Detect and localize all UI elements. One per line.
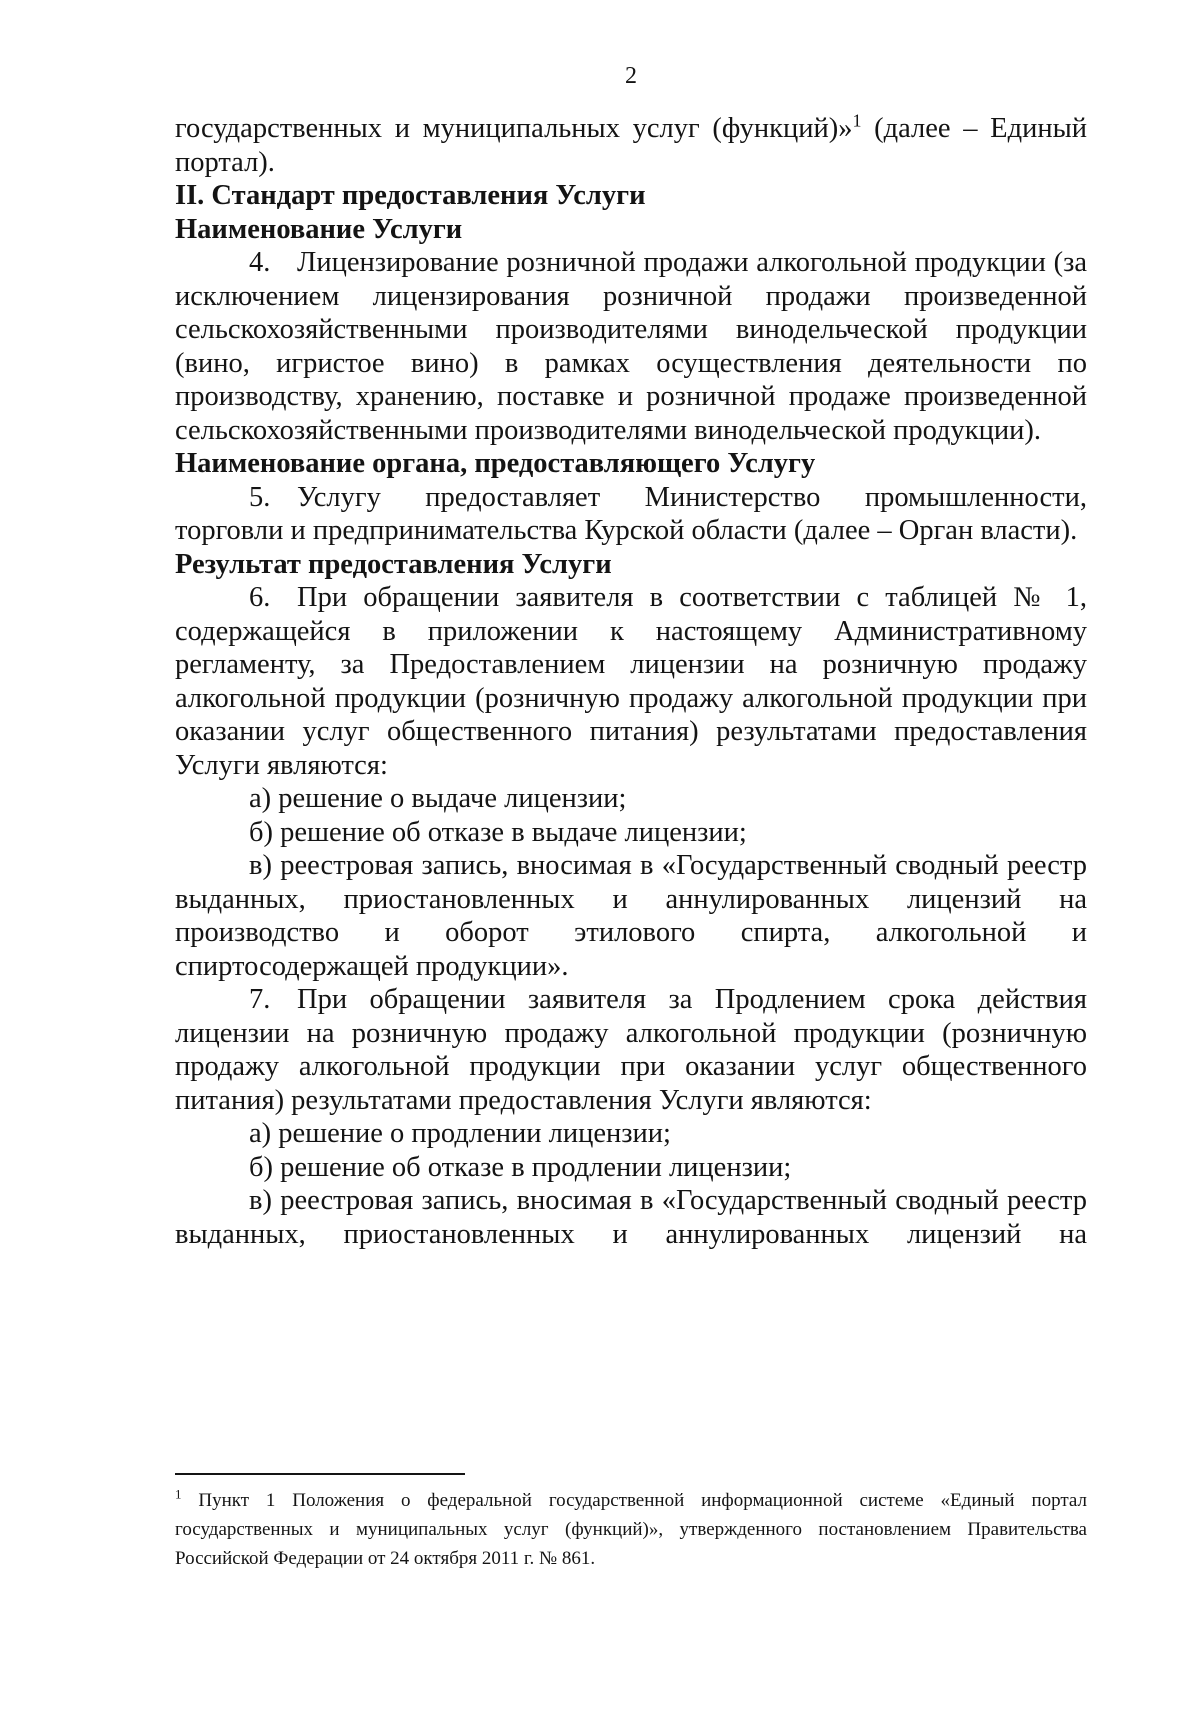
paragraph-5-number: 5. [249, 481, 271, 513]
footnote-divider [175, 1473, 465, 1475]
paragraph-4 [175, 246, 1087, 447]
footnote-marker: 1 [175, 1486, 182, 1502]
footnote [175, 1486, 1087, 1573]
paragraph-6-number: 6. [249, 582, 271, 613]
section-title: II. Стандарт предоставления Услуги [175, 180, 646, 211]
paragraph-4-text: Лицензирование розничной продажи алкогольной продукции (за исключением лицензирования розничной продажи произведенной сельскохозяйственными производителями винодельческой продукции (вино, игристое вино) в рамках осуществления деятельности по производству, хранению, поставке и розничной продаже произведенной сельскохозяйственными производителями винодельческой продукции). [175, 247, 1087, 446]
paragraph-6 [175, 581, 1087, 782]
section-subtitle: Наименование Услуги [175, 213, 463, 245]
paragraph-5-text: Услугу предоставляет Министерство промышленности, торговли и предпринимательства Курской области (далее – Орган власти). [175, 481, 1087, 546]
paragraph-7-item-a: а) решение о продлении лицензии; [249, 1118, 671, 1149]
paragraph-7 [175, 983, 1087, 1117]
document-page [175, 0, 1087, 1709]
paragraph-4-number: 4. [249, 247, 271, 278]
footnote-text: Пункт 1 Положения о федеральной государственной информационной системе «Единый портал государственных и муниципальных услуг (функций)», утвержденного постановлением Правительства Российской Федерации от 24 октября 2011 г. № 861. [175, 1490, 1087, 1569]
paragraph-6-item-a: а) решение о выдаче лицензии; [249, 783, 627, 814]
heading-result: Результат предоставления Услуги [175, 548, 612, 580]
paragraph-7-item-b: б) решение об отказе в продлении лицензии; [249, 1151, 792, 1183]
continuation-text: государственных и муниципальных услуг (функций)» [175, 113, 853, 144]
paragraph-5 [175, 481, 1087, 548]
document-body [175, 112, 1087, 1251]
paragraph-6-item-b: б) решение об отказе в выдаче лицензии; [249, 816, 747, 848]
continuation-tail: (далее – Единый портал). [175, 113, 1087, 178]
paragraph-6-item-v: в) реестровая запись, вносимая в «Государственный сводный реестр выданных, приостановленных и аннулированных лицензий на производство и оборот этилового спирта, алкогольной и спиртосодержащей продукции». [175, 850, 1087, 982]
heading-organ: Наименование органа, предоставляющего Услугу [175, 448, 816, 479]
page-number: 2 [625, 63, 637, 89]
paragraph-7-number: 7. [249, 984, 271, 1015]
footnote-reference: 1 [852, 110, 862, 131]
continuation-paragraph [175, 112, 1087, 179]
paragraph-7-text: При обращении заявителя за Продлением срока действия лицензии на розничную продажу алкогольной продукции (розничную продажу алкогольной продукции при оказании услуг общественного питания) результатами предоставления Услуги являются: [175, 984, 1087, 1116]
paragraph-6-text: При обращении заявителя в соответствии с таблицей № 1, содержащейся в приложении к настоящему Административному регламенту, за Предоставлением лицензии на розничную продажу алкогольной продукции (розничную продажу алкогольной продукции при оказании услуг общественного питания) результатами предоставления Услуги являются: [175, 582, 1087, 781]
paragraph-7-item-v: в) реестровая запись, вносимая в «Государственный сводный реестр выданных, приостановленных и аннулированных лицензий на [175, 1185, 1087, 1250]
